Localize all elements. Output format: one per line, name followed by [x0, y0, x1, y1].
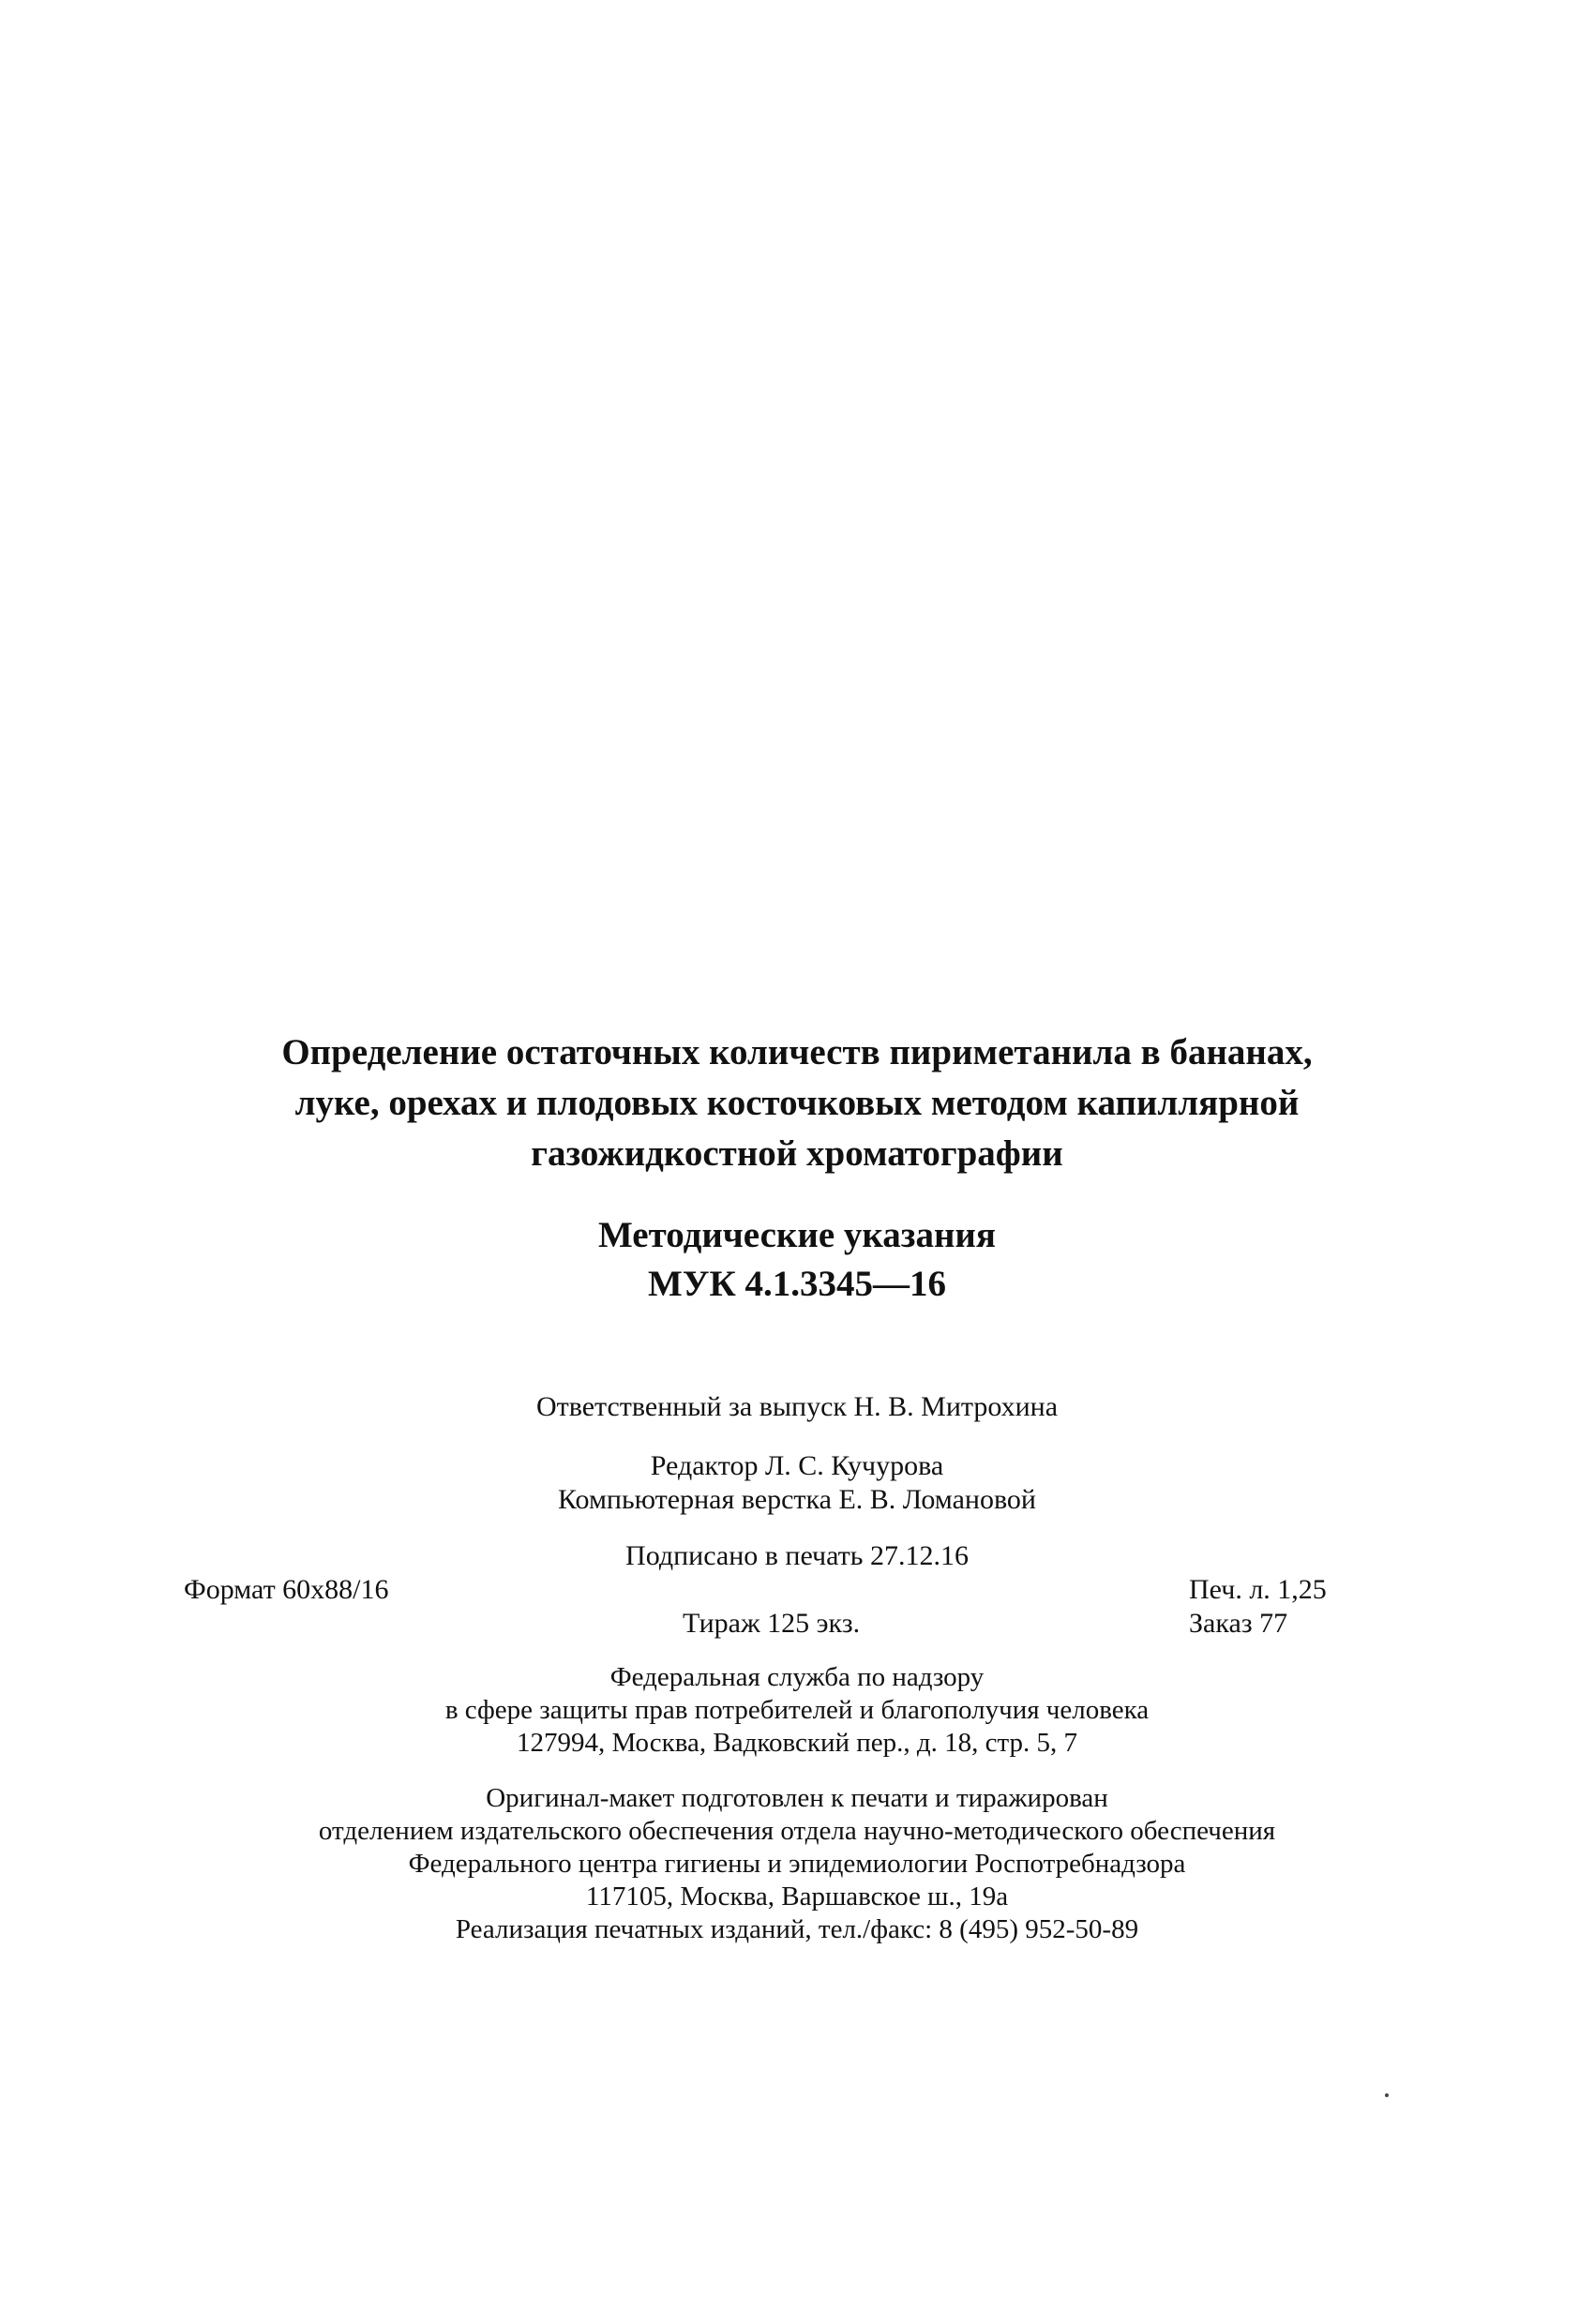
layout-credit: Компьютерная верстка Е. В. Ломановой [558, 1484, 1036, 1515]
circulation: Тираж 125 экз. [683, 1608, 861, 1639]
title-line-2: луке, орехах и плодовых косточковых методом капиллярной [294, 1083, 1300, 1123]
order-number: Заказ 77 [1189, 1608, 1288, 1639]
printer-line-2: отделением издательского обеспечения отдела научно-методического обеспечения [318, 1816, 1276, 1846]
scan-speck [1385, 2093, 1389, 2097]
format: Формат 60х88/16 [184, 1574, 389, 1605]
printer-line-3: Федерального центра гигиены и эпидемиологии Роспотребнадзора [408, 1849, 1186, 1879]
title-line-3: газожидкостной хроматографии [531, 1133, 1063, 1174]
sales-contact: Реализация печатных изданий, тел./факс: 8 (495) 952-50-89 [455, 1914, 1139, 1944]
editor: Редактор Л. С. Кучурова [650, 1450, 944, 1481]
publisher-address: 127994, Москва, Вадковский пер., д. 18, стр. 5, 7 [516, 1728, 1078, 1758]
publisher-line-2: в сфере защиты прав потребителей и благополучия человека [444, 1695, 1150, 1725]
printer-line-1: Оригинал-макет подготовлен к печати и тиражирован [486, 1783, 1108, 1813]
doc-type-line-2: МУК 4.1.3345—16 [648, 1264, 946, 1304]
signed-to-print: Подписано в печать 27.12.16 [625, 1540, 969, 1571]
printed-sheets: Печ. л. 1,25 [1189, 1574, 1327, 1605]
publisher-line-1: Федеральная служба по надзору [609, 1662, 985, 1692]
doc-type-line-1: Методические указания [597, 1215, 996, 1255]
title-line-1: Определение остаточных количеств пириметанила в бананах, [281, 1032, 1313, 1072]
responsible-person: Ответственный за выпуск Н. В. Митрохина [535, 1391, 1059, 1422]
printer-address: 117105, Москва, Варшавское ш., 19а [585, 1882, 1009, 1912]
